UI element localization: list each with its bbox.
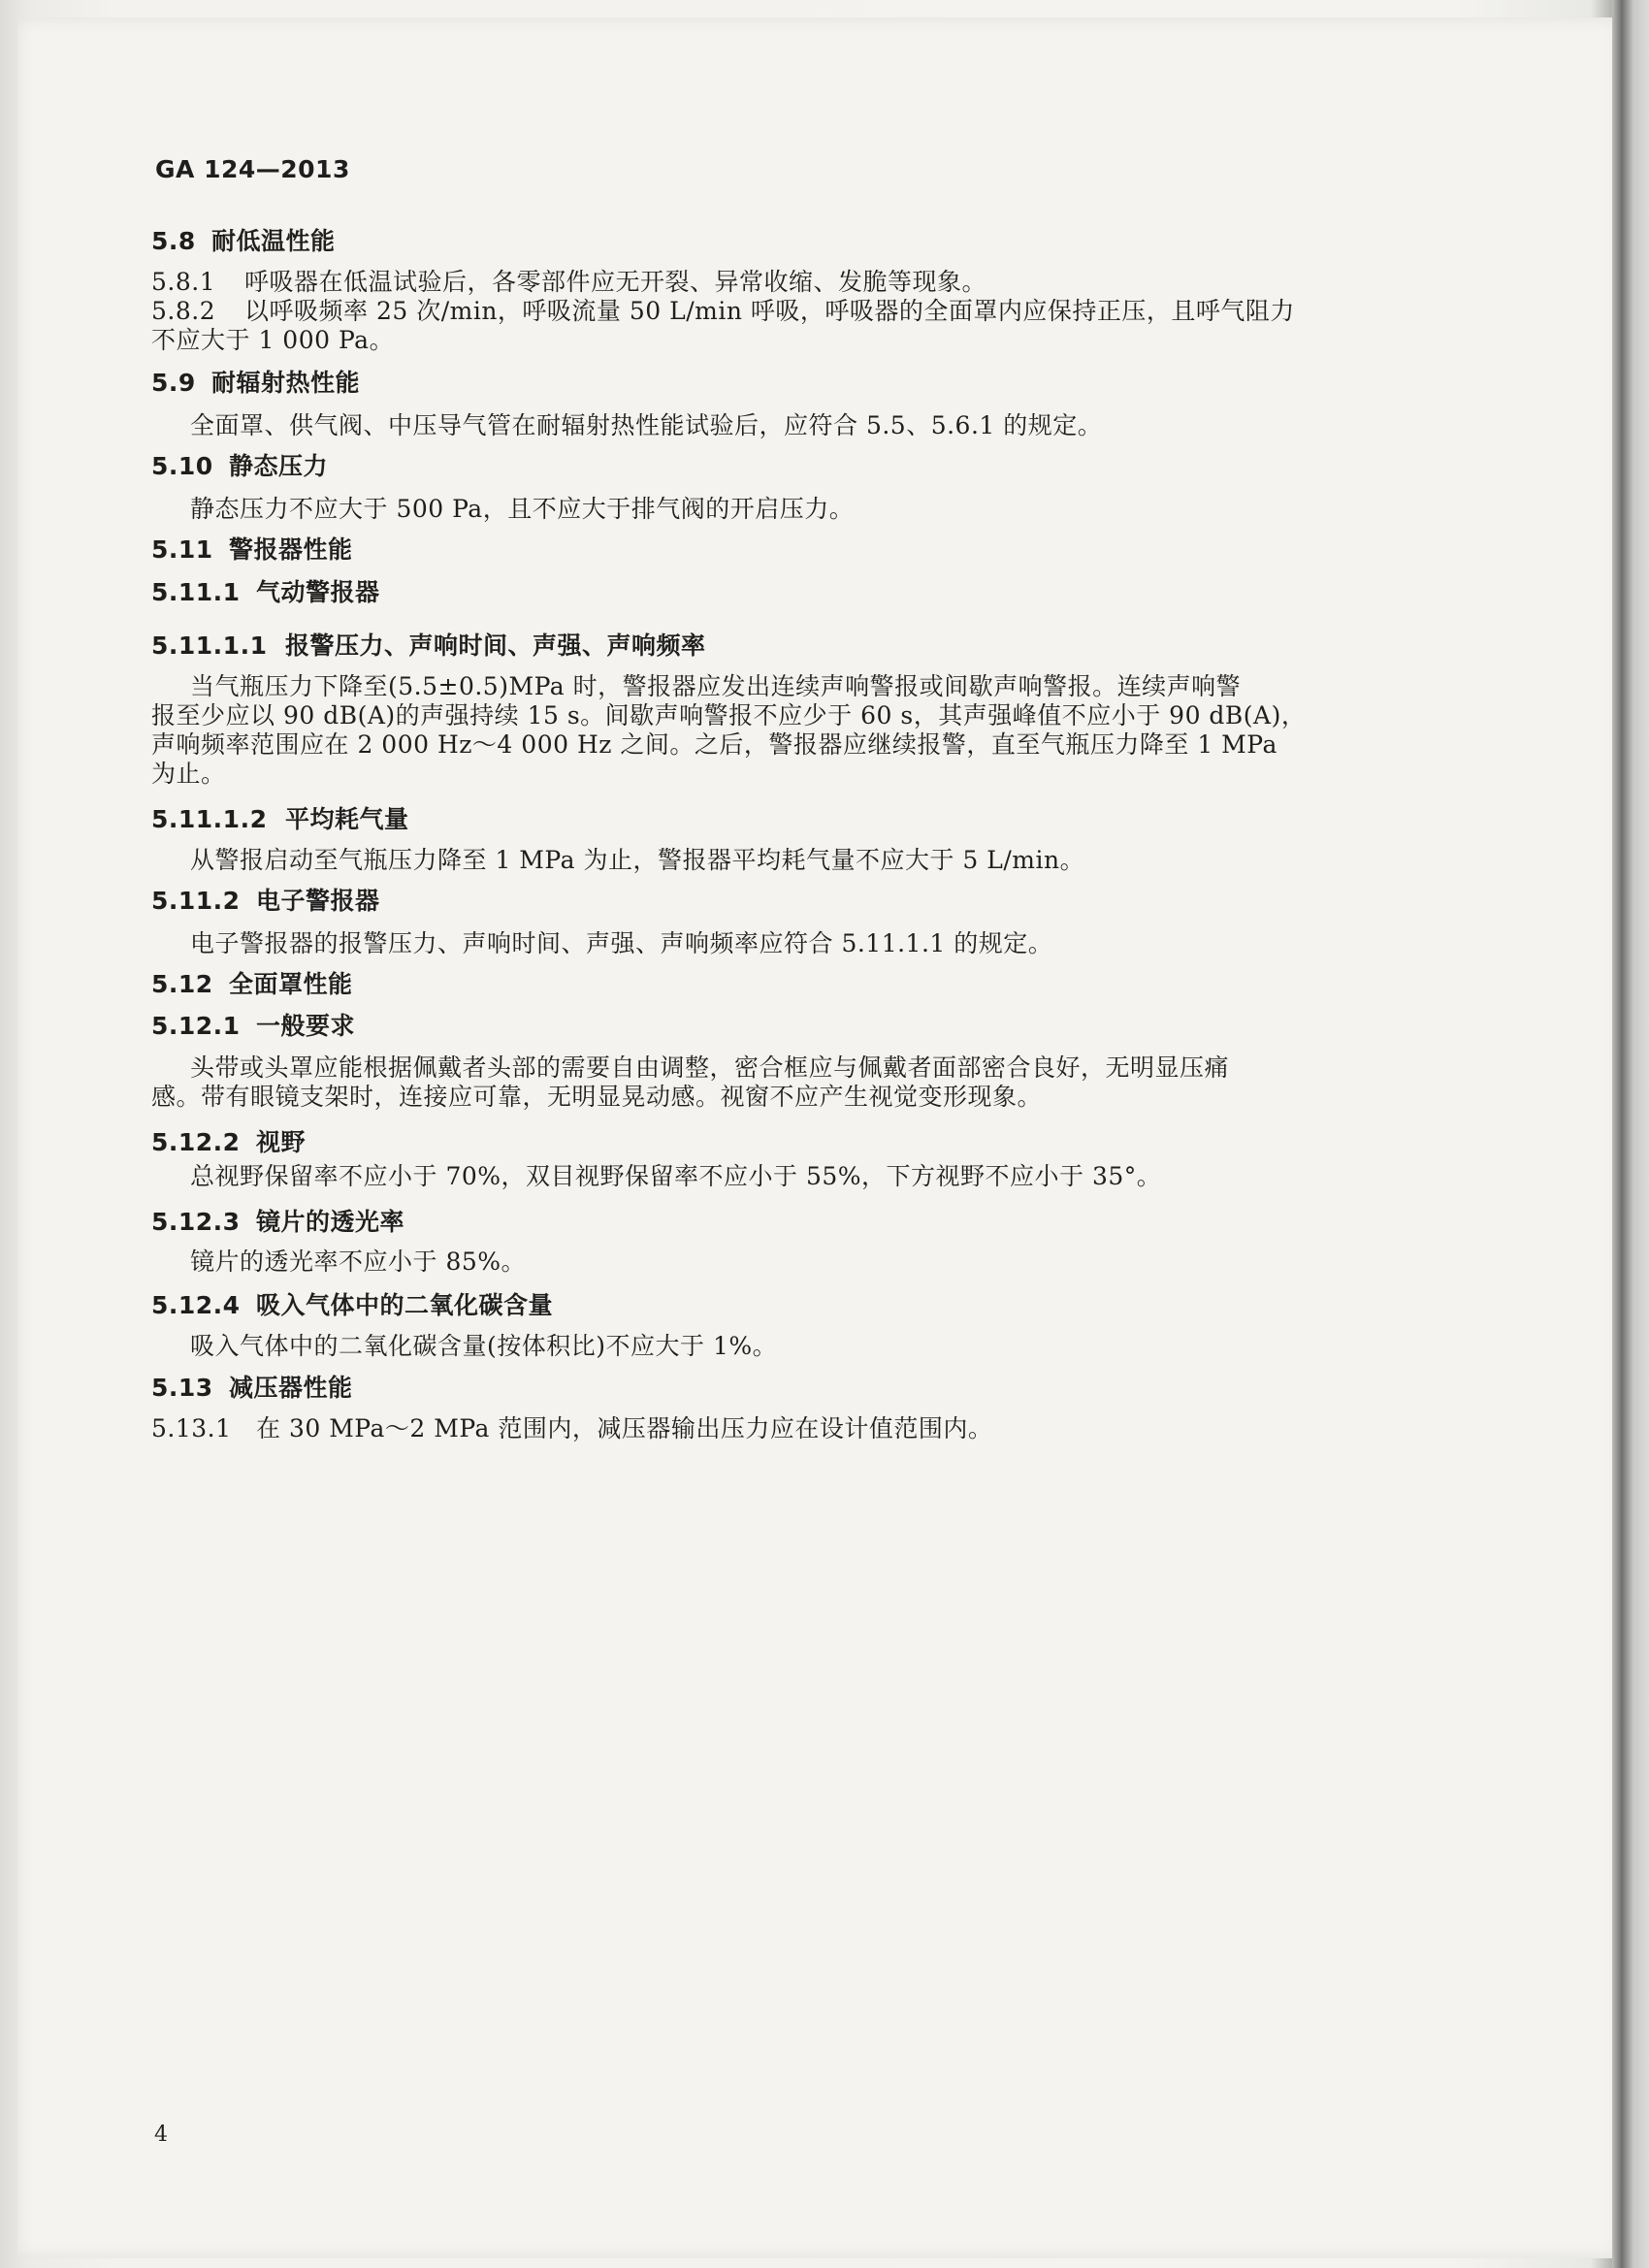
body-text-line	[151, 701, 1306, 730]
line-text: 呼吸器在低温试验后，各零部件应无开裂、异常收缩、发脆等现象。	[244, 268, 987, 296]
clause-number: 5.12.4	[151, 1291, 241, 1319]
clause-number: 5.11.1.2	[151, 805, 268, 833]
body-text-line	[190, 1162, 1161, 1191]
clause-number: 5.8	[151, 227, 196, 255]
section-heading	[151, 1374, 353, 1403]
document-sheet	[17, 17, 1620, 2258]
body-text-line	[151, 1083, 1042, 1112]
line-text: 不应大于 1 000 Pa。	[151, 326, 395, 354]
body-text-line	[190, 672, 1241, 701]
line-text: 吸入气体中的二氧化碳含量(按体积比)不应大于 1%。	[190, 1332, 778, 1360]
body-text-line	[190, 411, 1102, 440]
clause-number: 5.13.1	[151, 1414, 232, 1442]
body-text-line	[190, 1332, 777, 1361]
page-number: 4	[154, 2122, 169, 2147]
clause-number: 5.10	[151, 452, 213, 480]
line-text: 静态压力不应大于 500 Pa，且不应大于排气阀的开启压力。	[190, 495, 855, 523]
body-text-line	[190, 929, 1052, 958]
line-text: 感。带有眼镜支架时，连接应可靠，无明显晃动感。视窗不应产生视觉变形现象。	[151, 1083, 1043, 1111]
body-text-line	[190, 1247, 526, 1277]
clause-number: 5.11	[151, 535, 213, 564]
heading-title: 电子警报器	[256, 887, 380, 915]
clause-number: 5.12.3	[151, 1208, 241, 1236]
section-heading	[151, 805, 409, 834]
line-text: 镜片的透光率不应小于 85%。	[190, 1247, 527, 1276]
scan-binding-edge	[1612, 0, 1649, 2268]
heading-title: 报警压力、声响时间、声强、声响频率	[285, 632, 706, 660]
body-text-line	[190, 495, 854, 524]
body-text-line	[151, 326, 394, 355]
line-text: 以呼吸频率 25 次/min，呼吸流量 50 L/min 呼吸，呼吸器的全面罩内应保持正压，且呼气阻力	[244, 297, 1295, 325]
clause-number: 5.12	[151, 970, 213, 998]
heading-title: 全面罩性能	[229, 970, 353, 998]
clause-number: 5.13	[151, 1374, 213, 1402]
body-text-line	[190, 846, 1084, 875]
line-text: 电子警报器的报警压力、声响时间、声强、声响频率应符合 5.11.1.1 的规定。	[190, 929, 1053, 957]
heading-title: 减压器性能	[229, 1374, 353, 1402]
clause-number: 5.12.2	[151, 1128, 241, 1156]
clause-number: 5.11.2	[151, 887, 241, 915]
section-heading	[151, 887, 380, 916]
line-text: 当气瓶压力下降至(5.5±0.5)MPa 时，警报器应发出连续声响警报或间歇声响警报。连续声响警	[190, 672, 1242, 700]
heading-title: 耐辐射热性能	[211, 369, 361, 397]
section-heading	[151, 1291, 553, 1320]
heading-title: 耐低温性能	[211, 227, 336, 255]
line-text: 全面罩、供气阀、中压导气管在耐辐射热性能试验后，应符合 5.5、5.6.1 的规定。	[190, 411, 1103, 439]
body-text-line	[151, 297, 1295, 326]
heading-title: 吸入气体中的二氧化碳含量	[256, 1291, 554, 1319]
section-heading	[151, 1208, 404, 1237]
section-heading	[151, 369, 360, 398]
line-text: 从警报启动至气瓶压力降至 1 MPa 为止，警报器平均耗气量不应大于 5 L/min。	[190, 846, 1085, 874]
line-text: 声响频率范围应在 2 000 Hz～4 000 Hz 之间。之后，警报器应继续报警，直至气瓶压力降至 1 MPa	[151, 730, 1277, 759]
standard-code-header: GA 124—2013	[155, 155, 350, 183]
section-heading	[151, 632, 706, 661]
line-text: 在 30 MPa～2 MPa 范围内，减压器输出压力应在设计值范围内。	[256, 1414, 993, 1442]
section-heading	[151, 970, 353, 999]
section-heading	[151, 1012, 355, 1041]
line-text: 头带或头罩应能根据佩戴者头部的需要自由调整，密合框应与佩戴者面部密合良好，无明显压痛	[190, 1053, 1230, 1082]
section-heading	[151, 452, 328, 481]
body-text-line	[151, 730, 1277, 760]
heading-title: 视野	[256, 1128, 307, 1156]
heading-title: 一般要求	[256, 1012, 356, 1040]
body-text-line	[151, 760, 226, 789]
body-text-line	[190, 1053, 1229, 1083]
clause-number: 5.8.2	[151, 297, 216, 325]
heading-title: 平均耗气量	[285, 805, 409, 833]
heading-title: 气动警报器	[256, 578, 380, 606]
line-text: 报至少应以 90 dB(A)的声强持续 15 s。间歇声响警报不应少于 60 s，其声强峰值不应小于 90 dB(A)，	[151, 701, 1307, 729]
section-heading	[151, 535, 353, 565]
section-heading	[151, 1128, 306, 1157]
heading-title: 静态压力	[229, 452, 329, 480]
clause-number: 5.12.1	[151, 1012, 241, 1040]
body-text-line	[151, 1414, 992, 1443]
section-heading	[151, 578, 380, 607]
line-text: 总视野保留率不应小于 70%，双目视野保留率不应小于 55%，下方视野不应小于 35°。	[190, 1162, 1162, 1190]
clause-number: 5.11.1	[151, 578, 241, 606]
clause-number: 5.8.1	[151, 268, 216, 296]
body-text-line	[151, 268, 986, 297]
section-heading	[151, 227, 336, 256]
heading-title: 警报器性能	[229, 535, 353, 564]
line-text: 为止。	[151, 760, 226, 788]
clause-number: 5.11.1.1	[151, 632, 268, 660]
clause-number: 5.9	[151, 369, 196, 397]
heading-title: 镜片的透光率	[256, 1208, 405, 1236]
